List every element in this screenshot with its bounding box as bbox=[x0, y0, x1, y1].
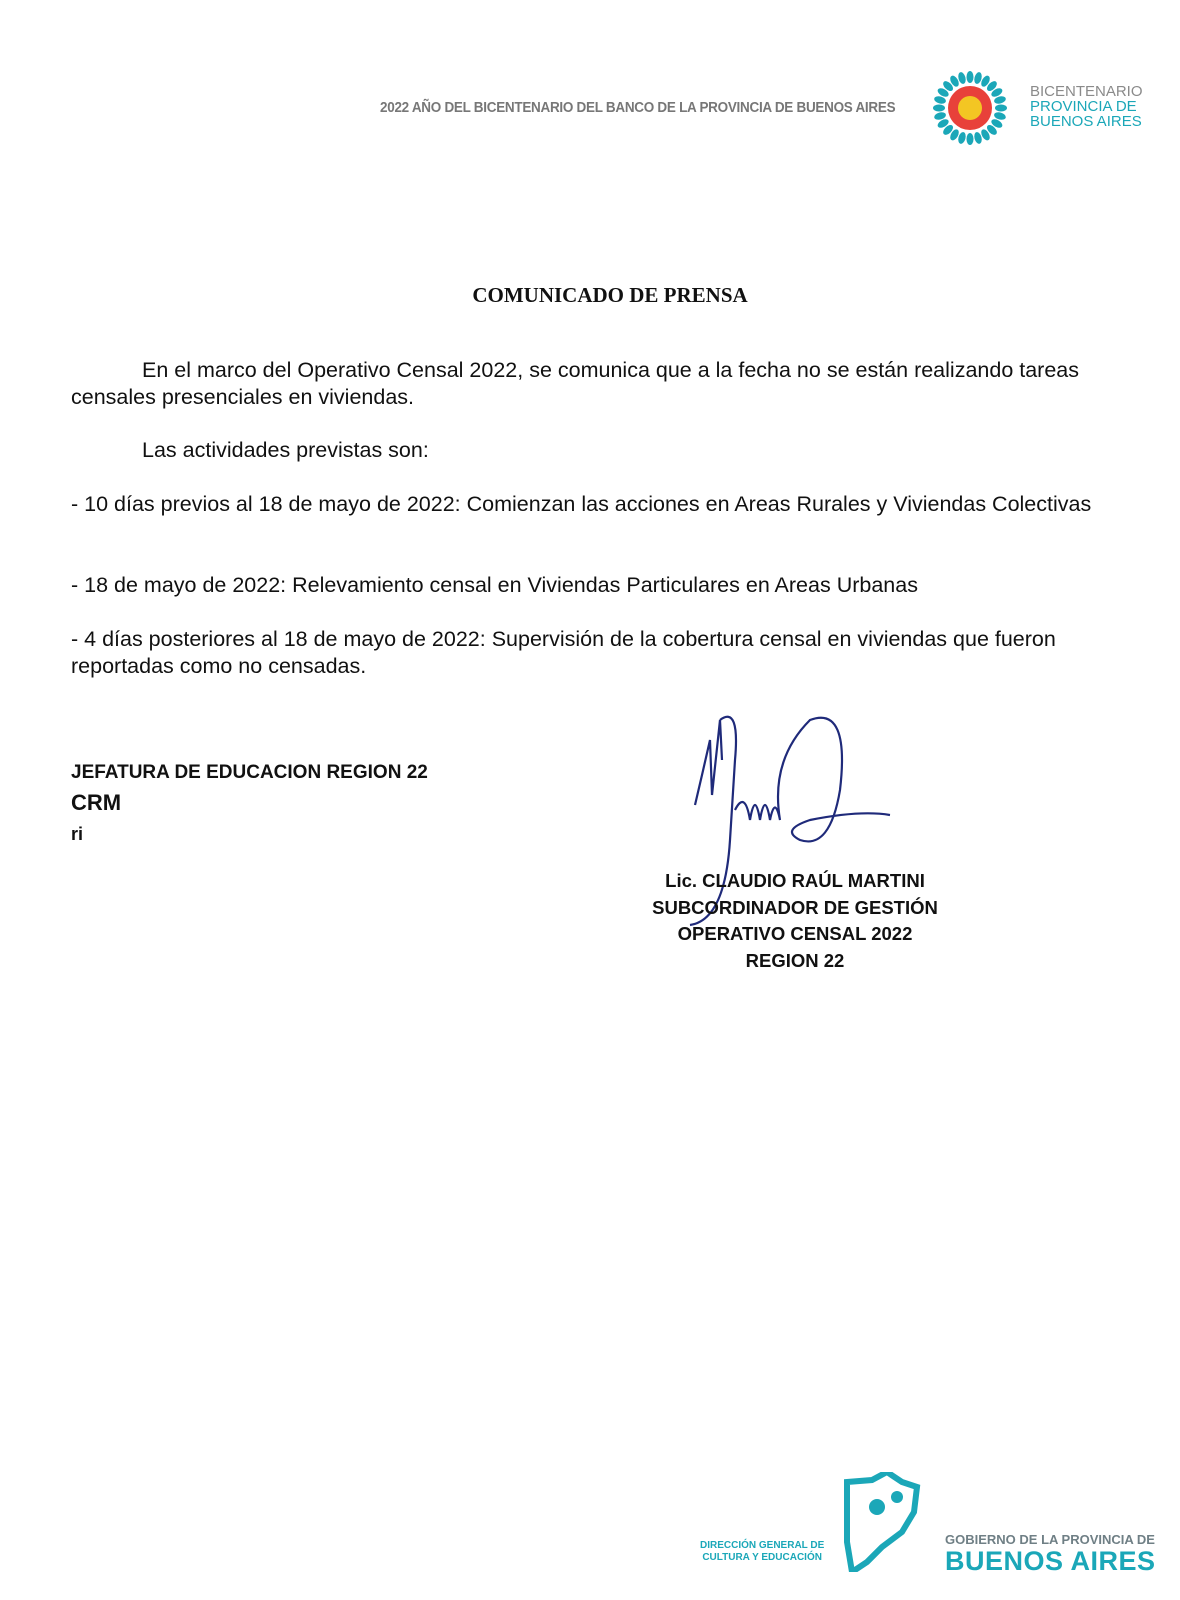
signer-program: OPERATIVO CENSAL 2022 bbox=[677, 923, 913, 944]
activity-item: - 18 de mayo de 2022: Relevamiento censal en Viviendas Particulares en Areas Urbanas bbox=[71, 573, 918, 597]
header-motto: 2022 AÑO DEL BICENTENARIO DEL BANCO DE LA PROVINCIA DE BUENOS AIRES bbox=[380, 100, 896, 116]
activity-item: - 10 días previos al 18 de mayo de 2022: Comienzan las acciones en Areas Rurales y Viviendas Colectivas bbox=[71, 492, 1092, 516]
typist-initials: ri bbox=[71, 824, 84, 844]
initials: CRM bbox=[71, 790, 122, 815]
issuer: JEFATURA DE EDUCACION REGION 22 bbox=[71, 762, 428, 783]
signer-region: REGION 22 bbox=[745, 949, 845, 971]
activity-item: - 4 días posteriores al 18 de mayo de 2022: Supervisión de la cobertura censal en viviendas que fueron reportadas como no censadas. bbox=[71, 627, 1056, 678]
gov-logo-text: GOBIERNO DE LA PROVINCIA DE BUENOS AIRES bbox=[945, 1532, 1156, 1576]
document-title: COMUNICADO DE PRENSA bbox=[472, 283, 748, 307]
province-map-logo-icon bbox=[842, 1472, 922, 1572]
sun-ray bbox=[967, 133, 974, 145]
signer-name: Lic. CLAUDIO RAÚL MARTINI bbox=[665, 870, 925, 891]
bicentenario-logo-text: BICENTENARIO PROVINCIA DE BUENOS AIRES bbox=[1030, 83, 1143, 130]
sun-ray bbox=[995, 105, 1007, 112]
sun-ray bbox=[967, 71, 974, 83]
bicentenario-sun-logo-icon bbox=[930, 68, 1010, 148]
signer-role: SUBCORDINADOR DE GESTIÓN bbox=[652, 896, 938, 918]
intro-paragraph: En el marco del Operativo Censal 2022, se comunica que a la fecha no se están realizando tareas censales presenciales en viviendas. bbox=[71, 358, 1080, 409]
activities-heading: Las actividades previstas son: bbox=[142, 438, 429, 462]
sun-ray bbox=[933, 105, 945, 112]
signature-block bbox=[620, 868, 970, 974]
dgcye-logo-text: DIRECCIÓN GENERAL DE CULTURA Y EDUCACIÓN bbox=[700, 1540, 825, 1563]
